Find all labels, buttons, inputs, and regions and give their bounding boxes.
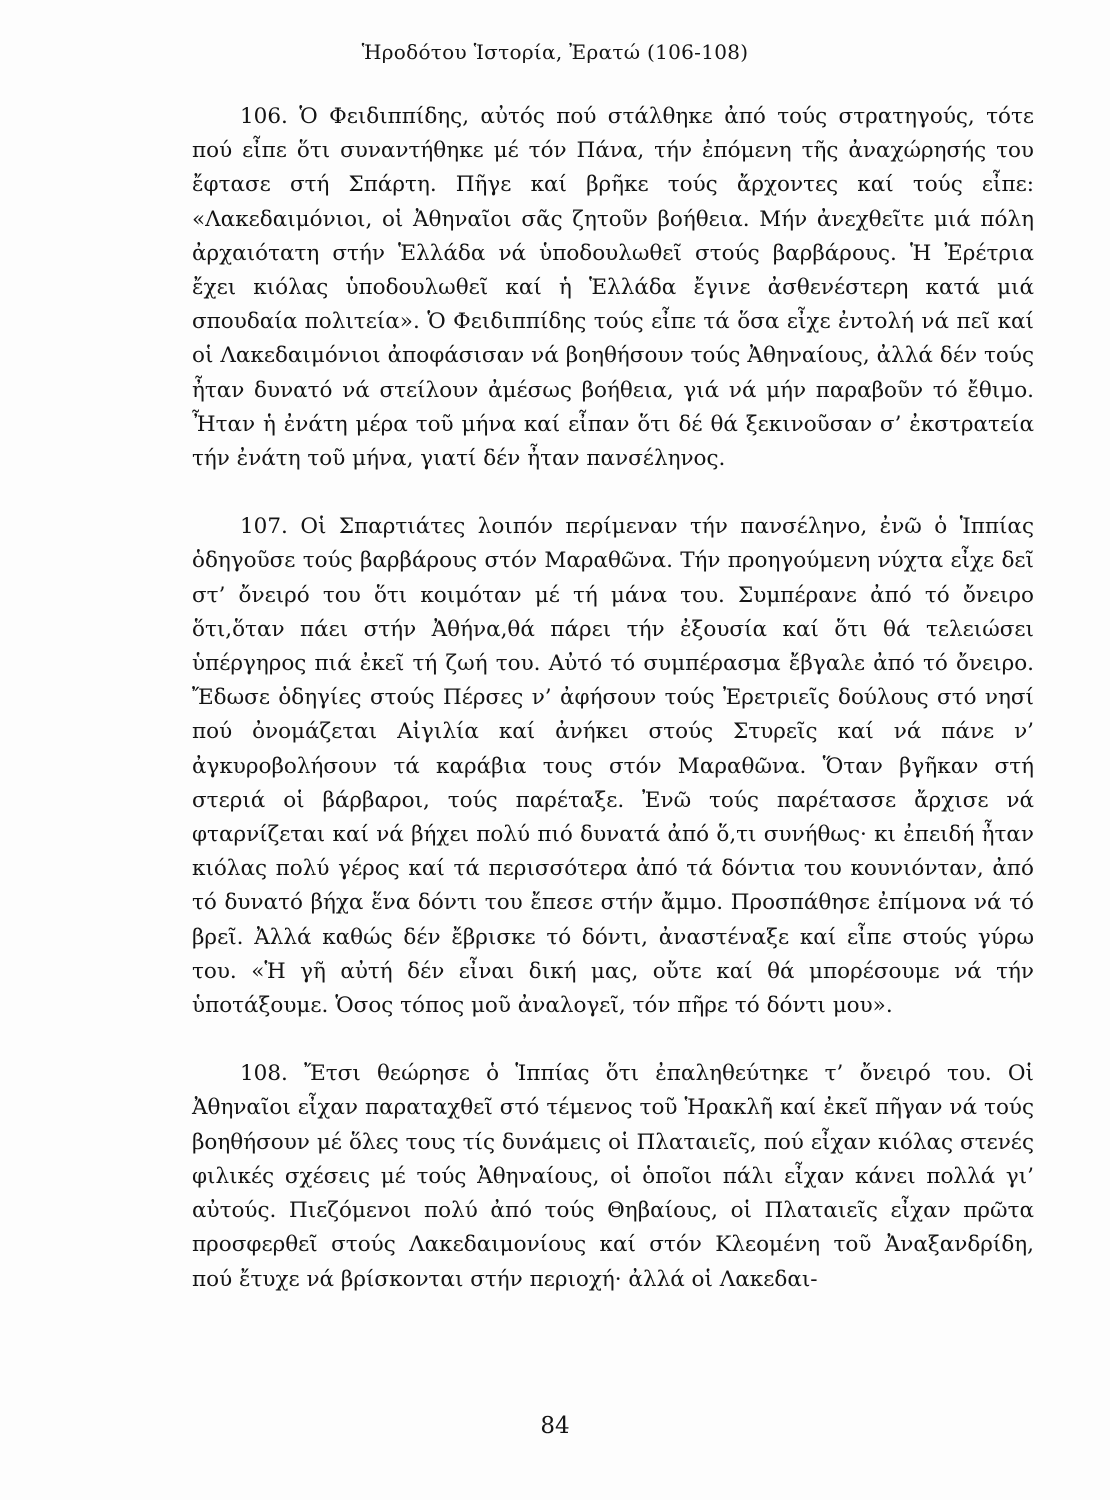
running-head: Ἡροδότου Ἱστορία, Ἐρατώ (106-108) — [361, 40, 749, 64]
paragraph-108 — [192, 1057, 1034, 1296]
paragraph-number: 106. — [240, 104, 288, 129]
body-text — [192, 100, 1034, 1297]
paragraph-text: Οἱ Σπαρτιάτες λοιπόν περίμεναν τήν πανσέληνο, ἐνῶ ὁ Ἱππίας ὁδηγοῦσε τούς βαρβάρους στόν Μαραθῶνα. Τήν προηγούμενη νύχτα εἶχε δεῖ στ’ ὄνειρό του ὅτι κοιμόταν μέ τή μάνα του. Συμπέρανε ἀπό τό ὄνειρο ὅτι,ὅταν πάει στήν Ἀθήνα,θά πάρει τήν ἐξουσία καί ὅτι θά τελειώσει ὑπέργηρος πιά ἐκεῖ τή ζωή του. Αὐτό τό συμπέρασμα ἔβγαλε ἀπό τό ὄνειρο. Ἔδωσε ὁδηγίες στούς Πέρσες ν’ ἀφήσουν τούς Ἐρετριεῖς δούλους στό νησί πού ὀνομάζεται Αἰγιλία καί ἀνήκει στούς Στυρεῖς καί νά πάνε ν’ ἀγκυροβολήσουν τά καράβια τους στόν Μαραθῶνα. Ὅταν βγῆκαν στή στεριά οἱ βάρβαροι, τούς παρέταξε. Ἐνῶ τούς παρέτασσε ἄρχισε νά φταρνίζεται καί νά βήχει πολύ πιό δυνατά ἀπό ὅ,τι συνήθως· κι ἐπειδή ἦταν κιόλας πολύ γέρος καί τά περισσότερα ἀπό τά δόντια του κουνιόνταν, ἀπό τό δυνατό βήχα ἕνα δόντι του ἔπεσε στήν ἄμμο. Προσπάθησε ἐπίμονα νά τό βρεῖ. Ἀλλά καθώς δέν ἔβρισκε τό δόντι, ἀναστέναξε καί εἶπε στούς γύρω του. «Ἡ γῆ αὐτή δέν εἶναι δική μας, οὔτε καί θά μπορέσουμε νά τήν ὑποτάξουμε. Ὁσος τόπος μοῦ ἀναλογεῖ, τόν πῆρε τό δόντι μου». — [192, 514, 1034, 1019]
paragraph-number: 107. — [240, 514, 288, 540]
paragraph-text: Ὁ Φειδιππίδης, αὐτός πού στάλθηκε ἀπό τούς στρατηγούς, τότε πού εἶπε ὅτι συναντήθηκε μέ τόν Πάνα, τήν ἐπόμενη τῆς ἀναχώρησής του ἔφτασε στή Σπάρτη. Πῆγε καί βρῆκε τούς ἄρχοντες καί τούς εἶπε: «Λακεδαιμόνιοι, οἱ Ἀθηναῖοι σᾶς ζητοῦν βοήθεια. Μήν ἀνεχθεῖτε μιά πόλη ἀρχαιότατη στήν Ἑλλάδα νά ὑποδουλωθεῖ στούς βαρβάρους. Ἡ Ἐρέτρια ἔχει κιόλας ὑποδουλωθεῖ καί ἡ Ἑλλάδα ἔγινε ἀσθενέστερη κατά μιά σπουδαία πολιτεία». Ὁ Φειδιππίδης τούς εἶπε τά ὅσα εἶχε ἐντολή νά πεῖ καί οἱ Λακεδαιμόνιοι ἀποφάσισαν νά βοηθήσουν τούς Ἀθηναίους, ἀλλά δέν τούς ἦταν δυνατό νά στείλουν ἀμέσως βοήθεια, γιά νά μήν παραβοῦν τό ἔθιμο. Ἦταν ἡ ἐνάτη μέρα τοῦ μήνα καί εἶπαν ὅτι δέ θά ξεκινοῦσαν σ’ ἐκστρατεία τήν ἐνάτη τοῦ μήνα, γιατί δέν ἦταν πανσέληνος. — [192, 104, 1034, 472]
paragraph-number: 108. — [240, 1061, 288, 1087]
page-number: 84 — [540, 1413, 570, 1439]
paragraph-106 — [192, 100, 1034, 476]
paragraph-107 — [192, 510, 1034, 1023]
paragraph-text: Ἔτσι θεώρησε ὁ Ἱππίας ὅτι ἐπαληθεύτηκε τ’ ὄνειρό του. Οἱ Ἀθηναῖοι εἶχαν παραταχθεῖ στό τέμενος τοῦ Ἡρακλῆ καί ἐκεῖ πῆγαν νά τούς βοηθήσουν μέ ὅλες τους τίς δυνάμεις οἱ Πλαταιεῖς, πού εἶχαν κιόλας στενές φιλικές σχέσεις μέ τούς Ἀθηναίους, οἱ ὁποῖοι πάλι εἶχαν κάνει πολλά γι’ αὐτούς. Πιεζόμενοι πολύ ἀπό τούς Θηβαίους, οἱ Πλαταιεῖς εἶχαν πρῶτα προσφερθεῖ στούς Λακεδαιμονίους καί στόν Κλεομένη τοῦ Ἀναξανδρίδη, πού ἔτυχε νά βρίσκονται στήν περιοχή· ἀλλά οἱ Λακεδαι- — [192, 1061, 1034, 1292]
